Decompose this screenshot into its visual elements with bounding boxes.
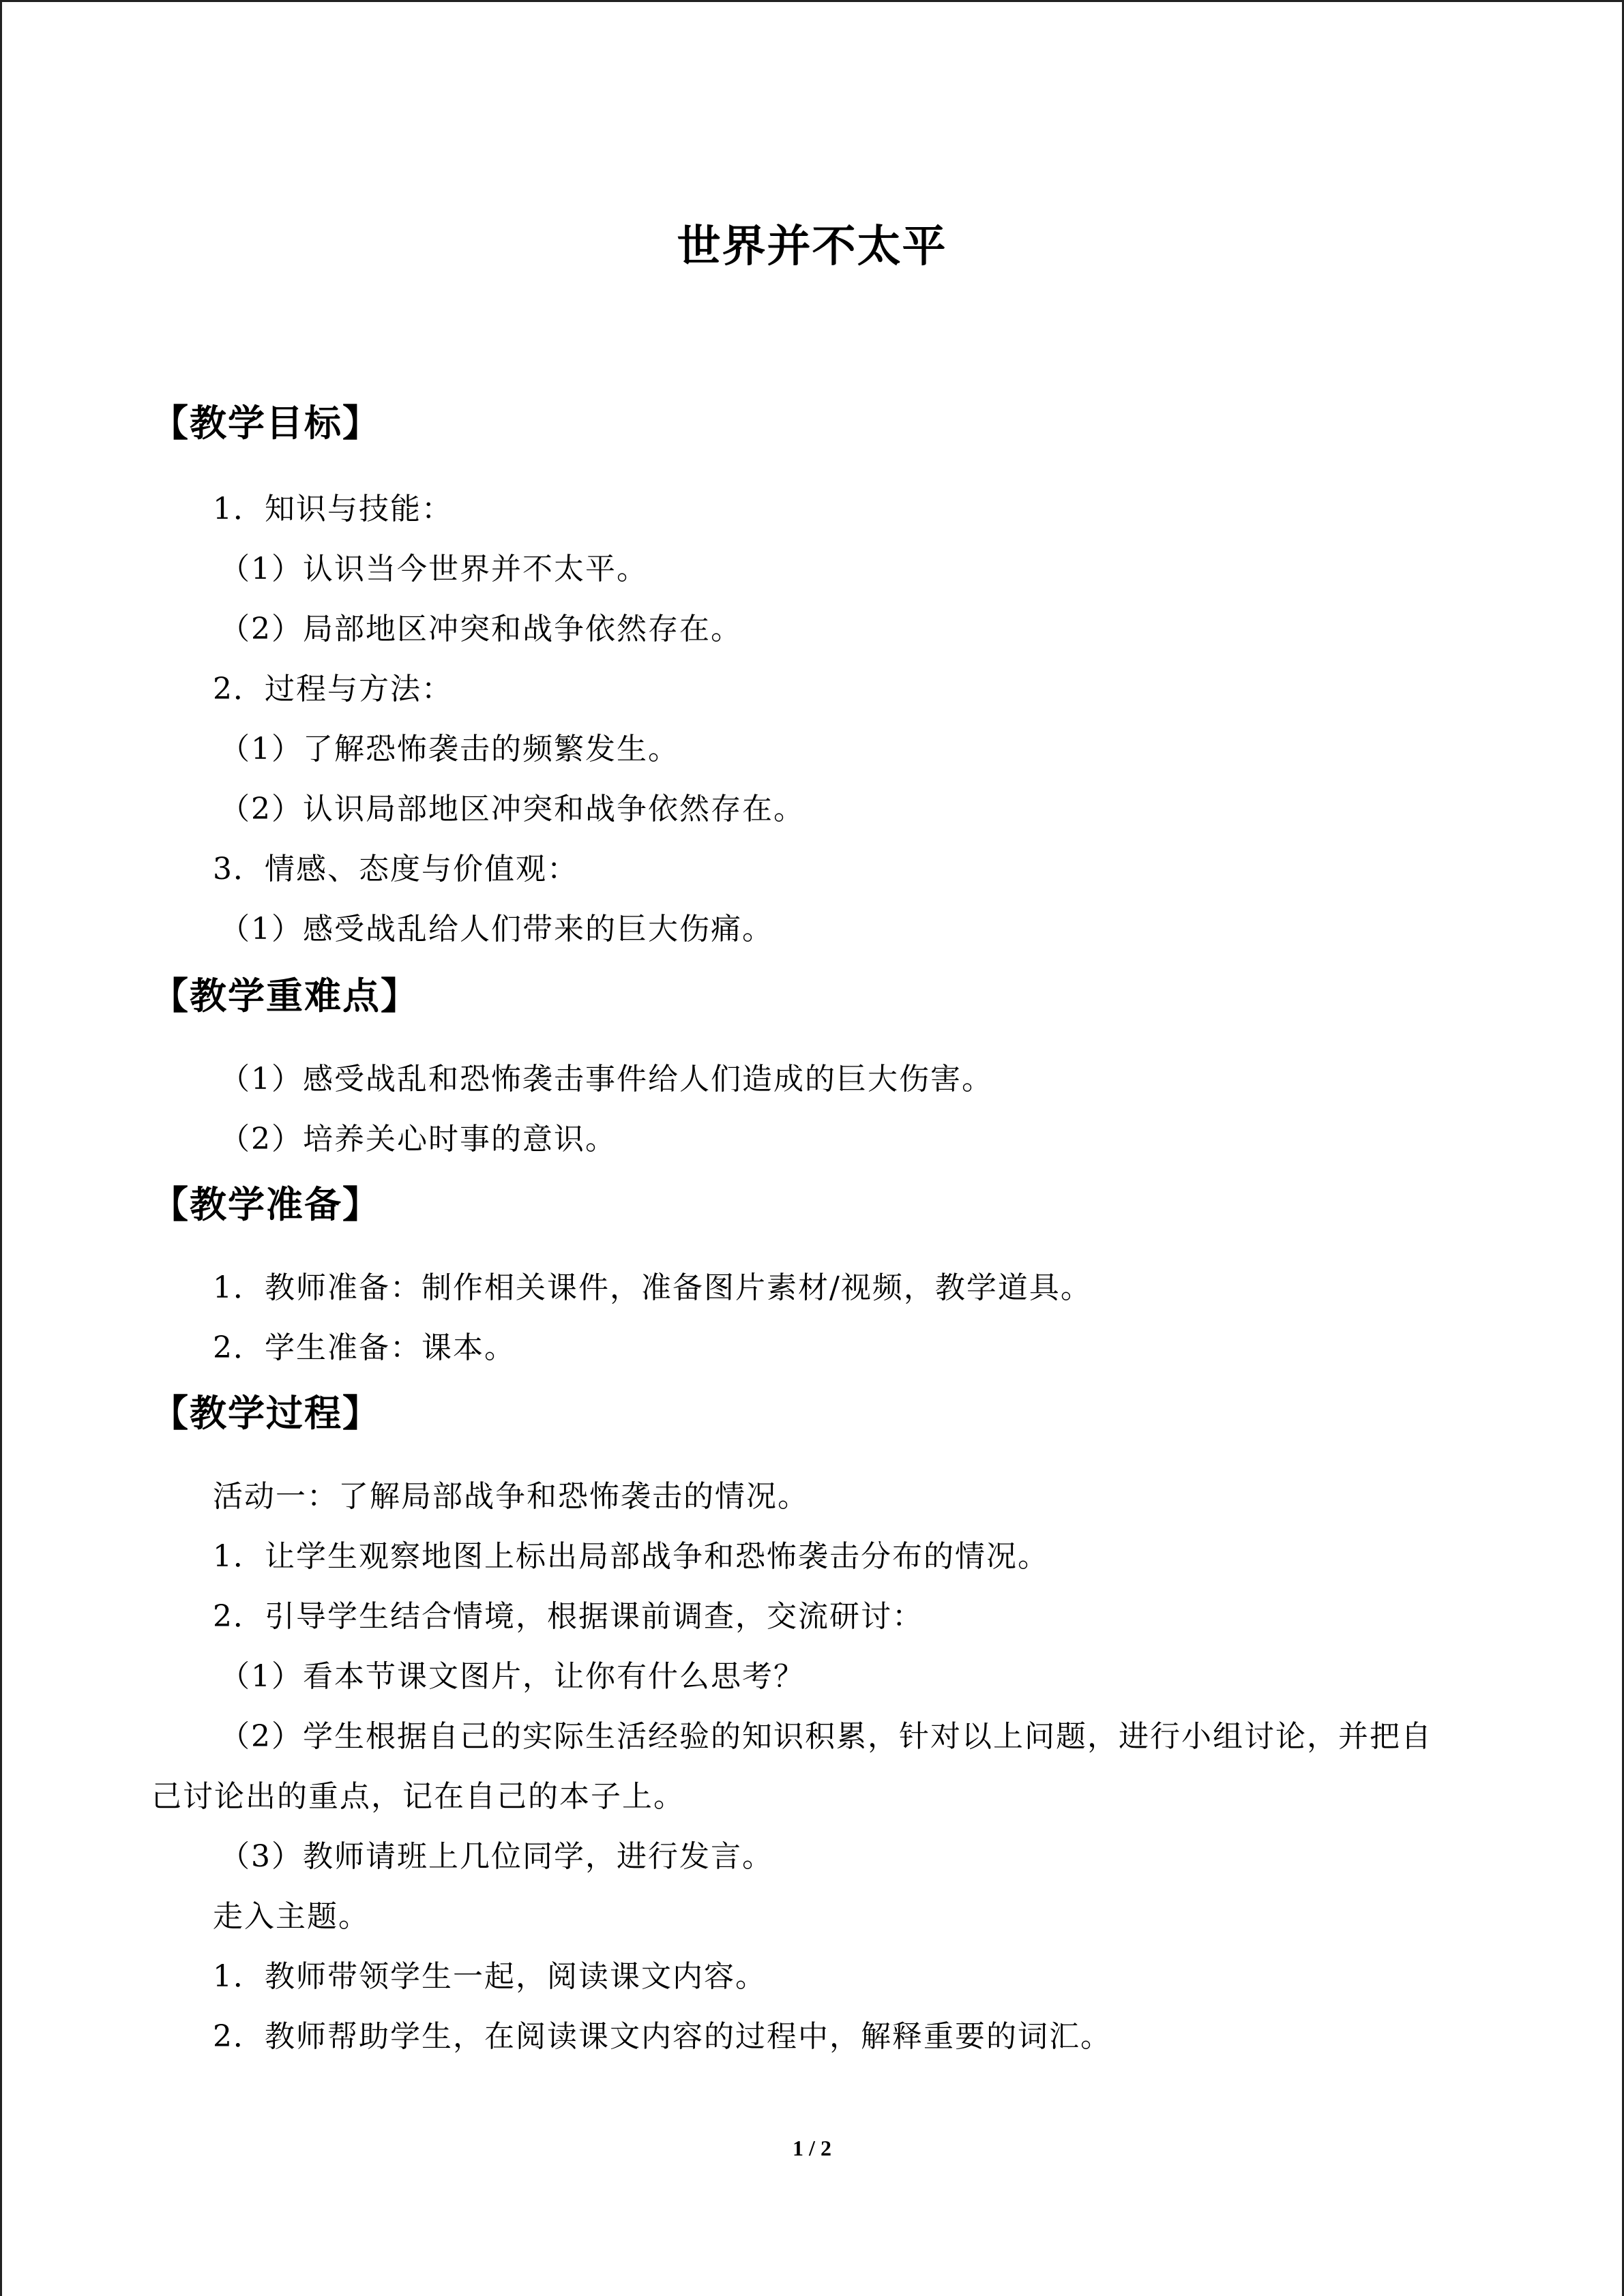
objective-line: （1）了解恐怖袭击的频繁发生。 <box>220 732 679 766</box>
key-point-line: （2）培养关心时事的意识。 <box>220 1122 617 1157</box>
preparation-line: 2．学生准备：课本。 <box>213 1330 516 1365</box>
document-title: 世界并不太平 <box>677 221 947 272</box>
objective-line: （2）认识局部地区冲突和战争依然存在。 <box>220 792 805 826</box>
process-line: 1．让学生观察地图上标出局部战争和恐怖袭击分布的情况。 <box>213 1539 1049 1574</box>
objective-line: 1．知识与技能： <box>213 492 453 526</box>
process-line: 1．教师带领学生一起，阅读课文内容。 <box>213 1959 767 1994</box>
heading-process: 【教学过程】 <box>151 1391 381 1435</box>
heading-preparation: 【教学准备】 <box>151 1182 381 1226</box>
process-line: （3）教师请班上几位同学，进行发言。 <box>220 1839 773 1874</box>
objective-line: 2．过程与方法： <box>213 672 453 706</box>
process-line: 己讨论出的重点，记在自己的本子上。 <box>151 1779 685 1814</box>
preparation-line: 1．教师准备：制作相关课件，准备图片素材/视频，教学道具。 <box>213 1270 1092 1305</box>
heading-objectives: 【教学目标】 <box>151 401 381 445</box>
objective-line: （1）感受战乱给人们带来的巨大伤痛。 <box>220 912 773 946</box>
heading-key-points: 【教学重难点】 <box>151 974 419 1017</box>
process-line: 活动一：了解局部战争和恐怖袭击的情况。 <box>213 1479 809 1514</box>
key-point-line: （1）感受战乱和恐怖袭击事件给人们造成的巨大伤害。 <box>220 1062 993 1097</box>
process-line: 2．引导学生结合情境，根据课前调查，交流研讨： <box>213 1599 924 1634</box>
objective-line: 3．情感、态度与价值观： <box>213 852 578 886</box>
process-line: 2．教师帮助学生，在阅读课文内容的过程中，解释重要的词汇。 <box>213 2019 1112 2054</box>
page-number: 1 / 2 <box>793 2136 831 2160</box>
process-line: 走入主题。 <box>213 1899 370 1934</box>
objective-line: （1）认识当今世界并不太平。 <box>220 552 648 586</box>
objective-line: （2）局部地区冲突和战争依然存在。 <box>220 612 742 646</box>
process-line: （2）学生根据自己的实际生活经验的知识积累，针对以上问题，进行小组讨论，并把自 <box>220 1719 1432 1754</box>
process-line: （1）看本节课文图片，让你有什么思考？ <box>220 1659 805 1694</box>
